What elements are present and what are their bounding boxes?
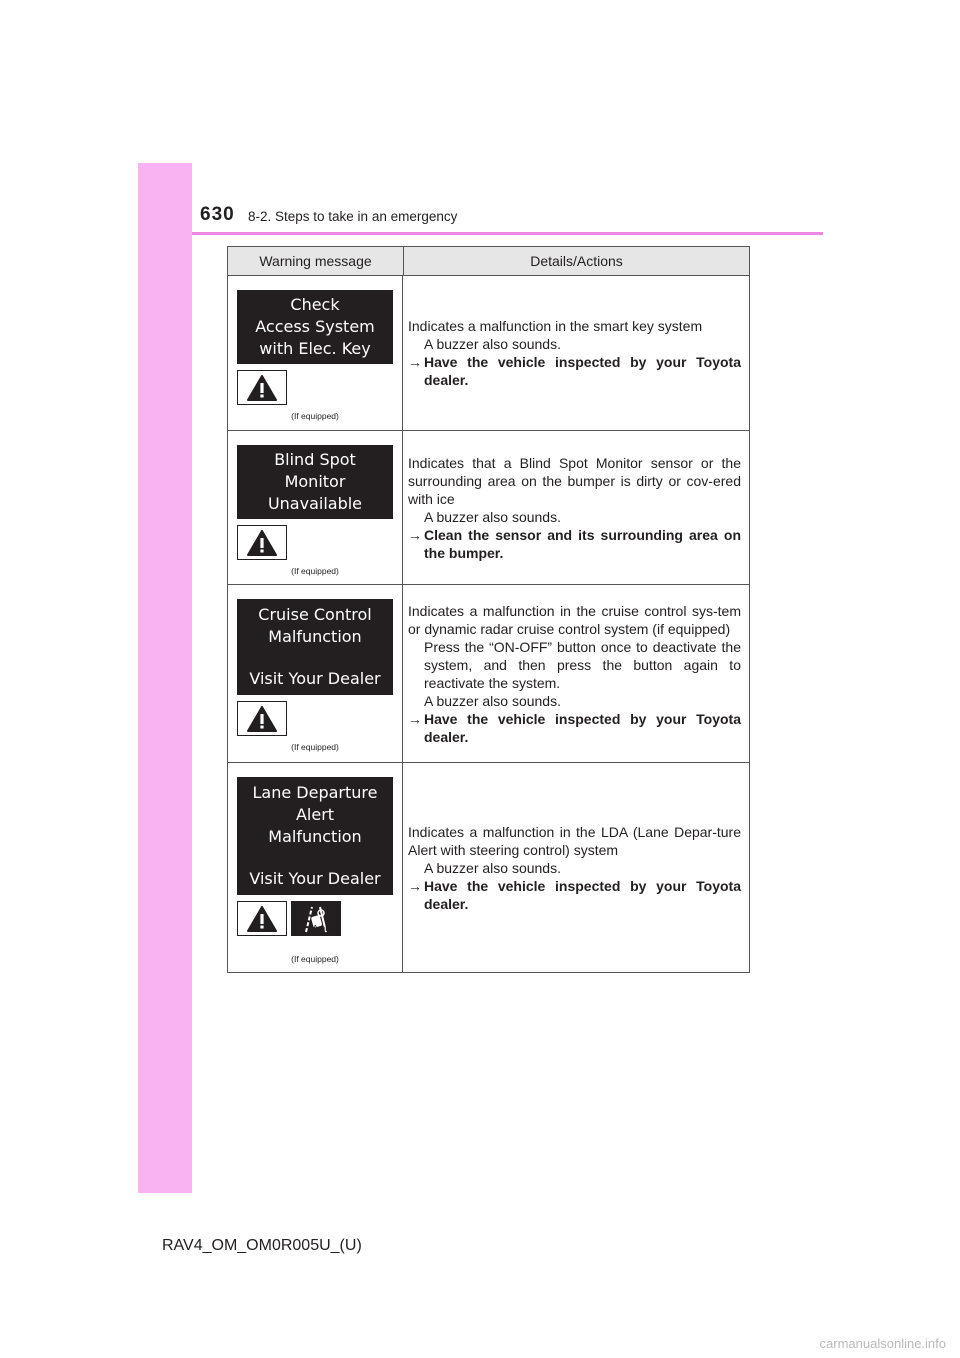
warning-triangle-icon (237, 525, 287, 560)
action-text: Have the vehicle inspected by your Toyota dealer. (424, 354, 741, 388)
amber-note: (Amber) (309, 923, 341, 933)
description: Indicates a malfunction in the cruise control sys-tem or dynamic radar cruise control system (if equipped) (408, 602, 741, 637)
arrow-icon: → (408, 526, 422, 543)
table-row (228, 276, 749, 431)
table-row (228, 763, 749, 972)
manual-code-footer: RAV4_OM_OM0R005U_(U) (162, 1237, 362, 1254)
sub-note: A buzzer also sounds. (424, 508, 561, 525)
indicator-icons (237, 525, 402, 560)
details-actions-cell (403, 431, 749, 584)
display-line: Alert (295, 805, 335, 824)
details-actions-cell (403, 585, 749, 762)
description: Indicates a malfunction in the LDA (Lane Depar-ture Alert with steering control) system (408, 823, 741, 858)
display-gap (239, 648, 391, 668)
details-actions-cell (403, 276, 749, 430)
display-line: Unavailable (267, 494, 363, 513)
action-instruction (408, 353, 741, 389)
table-row (228, 431, 749, 585)
display-line: Access System (255, 317, 375, 336)
if-equipped-note: (If equipped) (291, 411, 339, 421)
warning-message-cell (228, 585, 403, 762)
arrow-icon: → (408, 354, 422, 370)
warning-triangle-icon (237, 901, 287, 936)
action-instruction (408, 710, 741, 746)
arrow-icon: → (408, 710, 422, 727)
section-tab-band (138, 163, 192, 1193)
warning-message-cell (228, 763, 403, 972)
message-display (237, 777, 393, 895)
display-line: Cruise Control (258, 605, 372, 624)
warning-triangle-icon (237, 701, 287, 736)
action-text: Have the vehicle inspected by your Toyota dealer. (424, 710, 741, 745)
warning-message-table (227, 246, 750, 973)
display-line: Visit Your Dealer (249, 869, 381, 888)
display-line: Monitor (284, 472, 346, 491)
column-header-details-actions: Details/Actions (530, 253, 623, 269)
table-header (228, 247, 749, 276)
sub-note: Press the “ON-OFF” button once to deactivate the system, and then press the button again to reactivate the system. (424, 638, 741, 691)
details-actions-cell (403, 763, 749, 972)
indicator-icons (237, 370, 402, 405)
display-gap (239, 848, 391, 868)
display-line: Check (290, 295, 340, 314)
action-instruction (408, 877, 741, 913)
message-display (237, 445, 393, 519)
indicator-icons (237, 701, 402, 736)
display-line: with Elec. Key (259, 339, 371, 358)
warning-triangle-icon (237, 370, 287, 405)
display-line: Malfunction (268, 827, 362, 846)
display-line: Malfunction (268, 627, 362, 646)
page-number: 630 (200, 204, 235, 225)
display-line: Blind Spot (274, 450, 356, 469)
action-text: Have the vehicle inspected by your Toyota dealer. (424, 877, 741, 912)
message-display (237, 290, 393, 364)
if-equipped-note: (If equipped) (291, 742, 339, 752)
display-line: Visit Your Dealer (249, 669, 381, 688)
description: Indicates a malfunction in the smart key system (408, 318, 703, 334)
section-title: 8-2. Steps to take in an emergency (248, 209, 458, 224)
arrow-icon: → (408, 877, 422, 894)
warning-message-cell (228, 431, 403, 584)
message-display (237, 599, 393, 695)
if-equipped-note: (If equipped) (291, 566, 339, 576)
sub-note: A buzzer also sounds. (424, 692, 561, 709)
warning-message-cell (228, 276, 403, 430)
action-text: Clean the sensor and its surrounding area on the bumper. (424, 526, 741, 561)
watermark: carmanualsonline.info (819, 1336, 946, 1351)
header-rule (192, 232, 823, 235)
if-equipped-note: (If equipped) (291, 954, 339, 964)
column-header-warning-message: Warning message (228, 247, 404, 275)
action-instruction (408, 526, 741, 562)
sub-note: A buzzer also sounds. (424, 336, 561, 352)
description: Indicates that a Blind Spot Monitor sensor or the surrounding area on the bumper is dirty or cov-ered with ice (408, 454, 741, 507)
table-row (228, 585, 749, 763)
display-line: Lane Departure (252, 783, 378, 802)
sub-note: A buzzer also sounds. (424, 859, 561, 876)
